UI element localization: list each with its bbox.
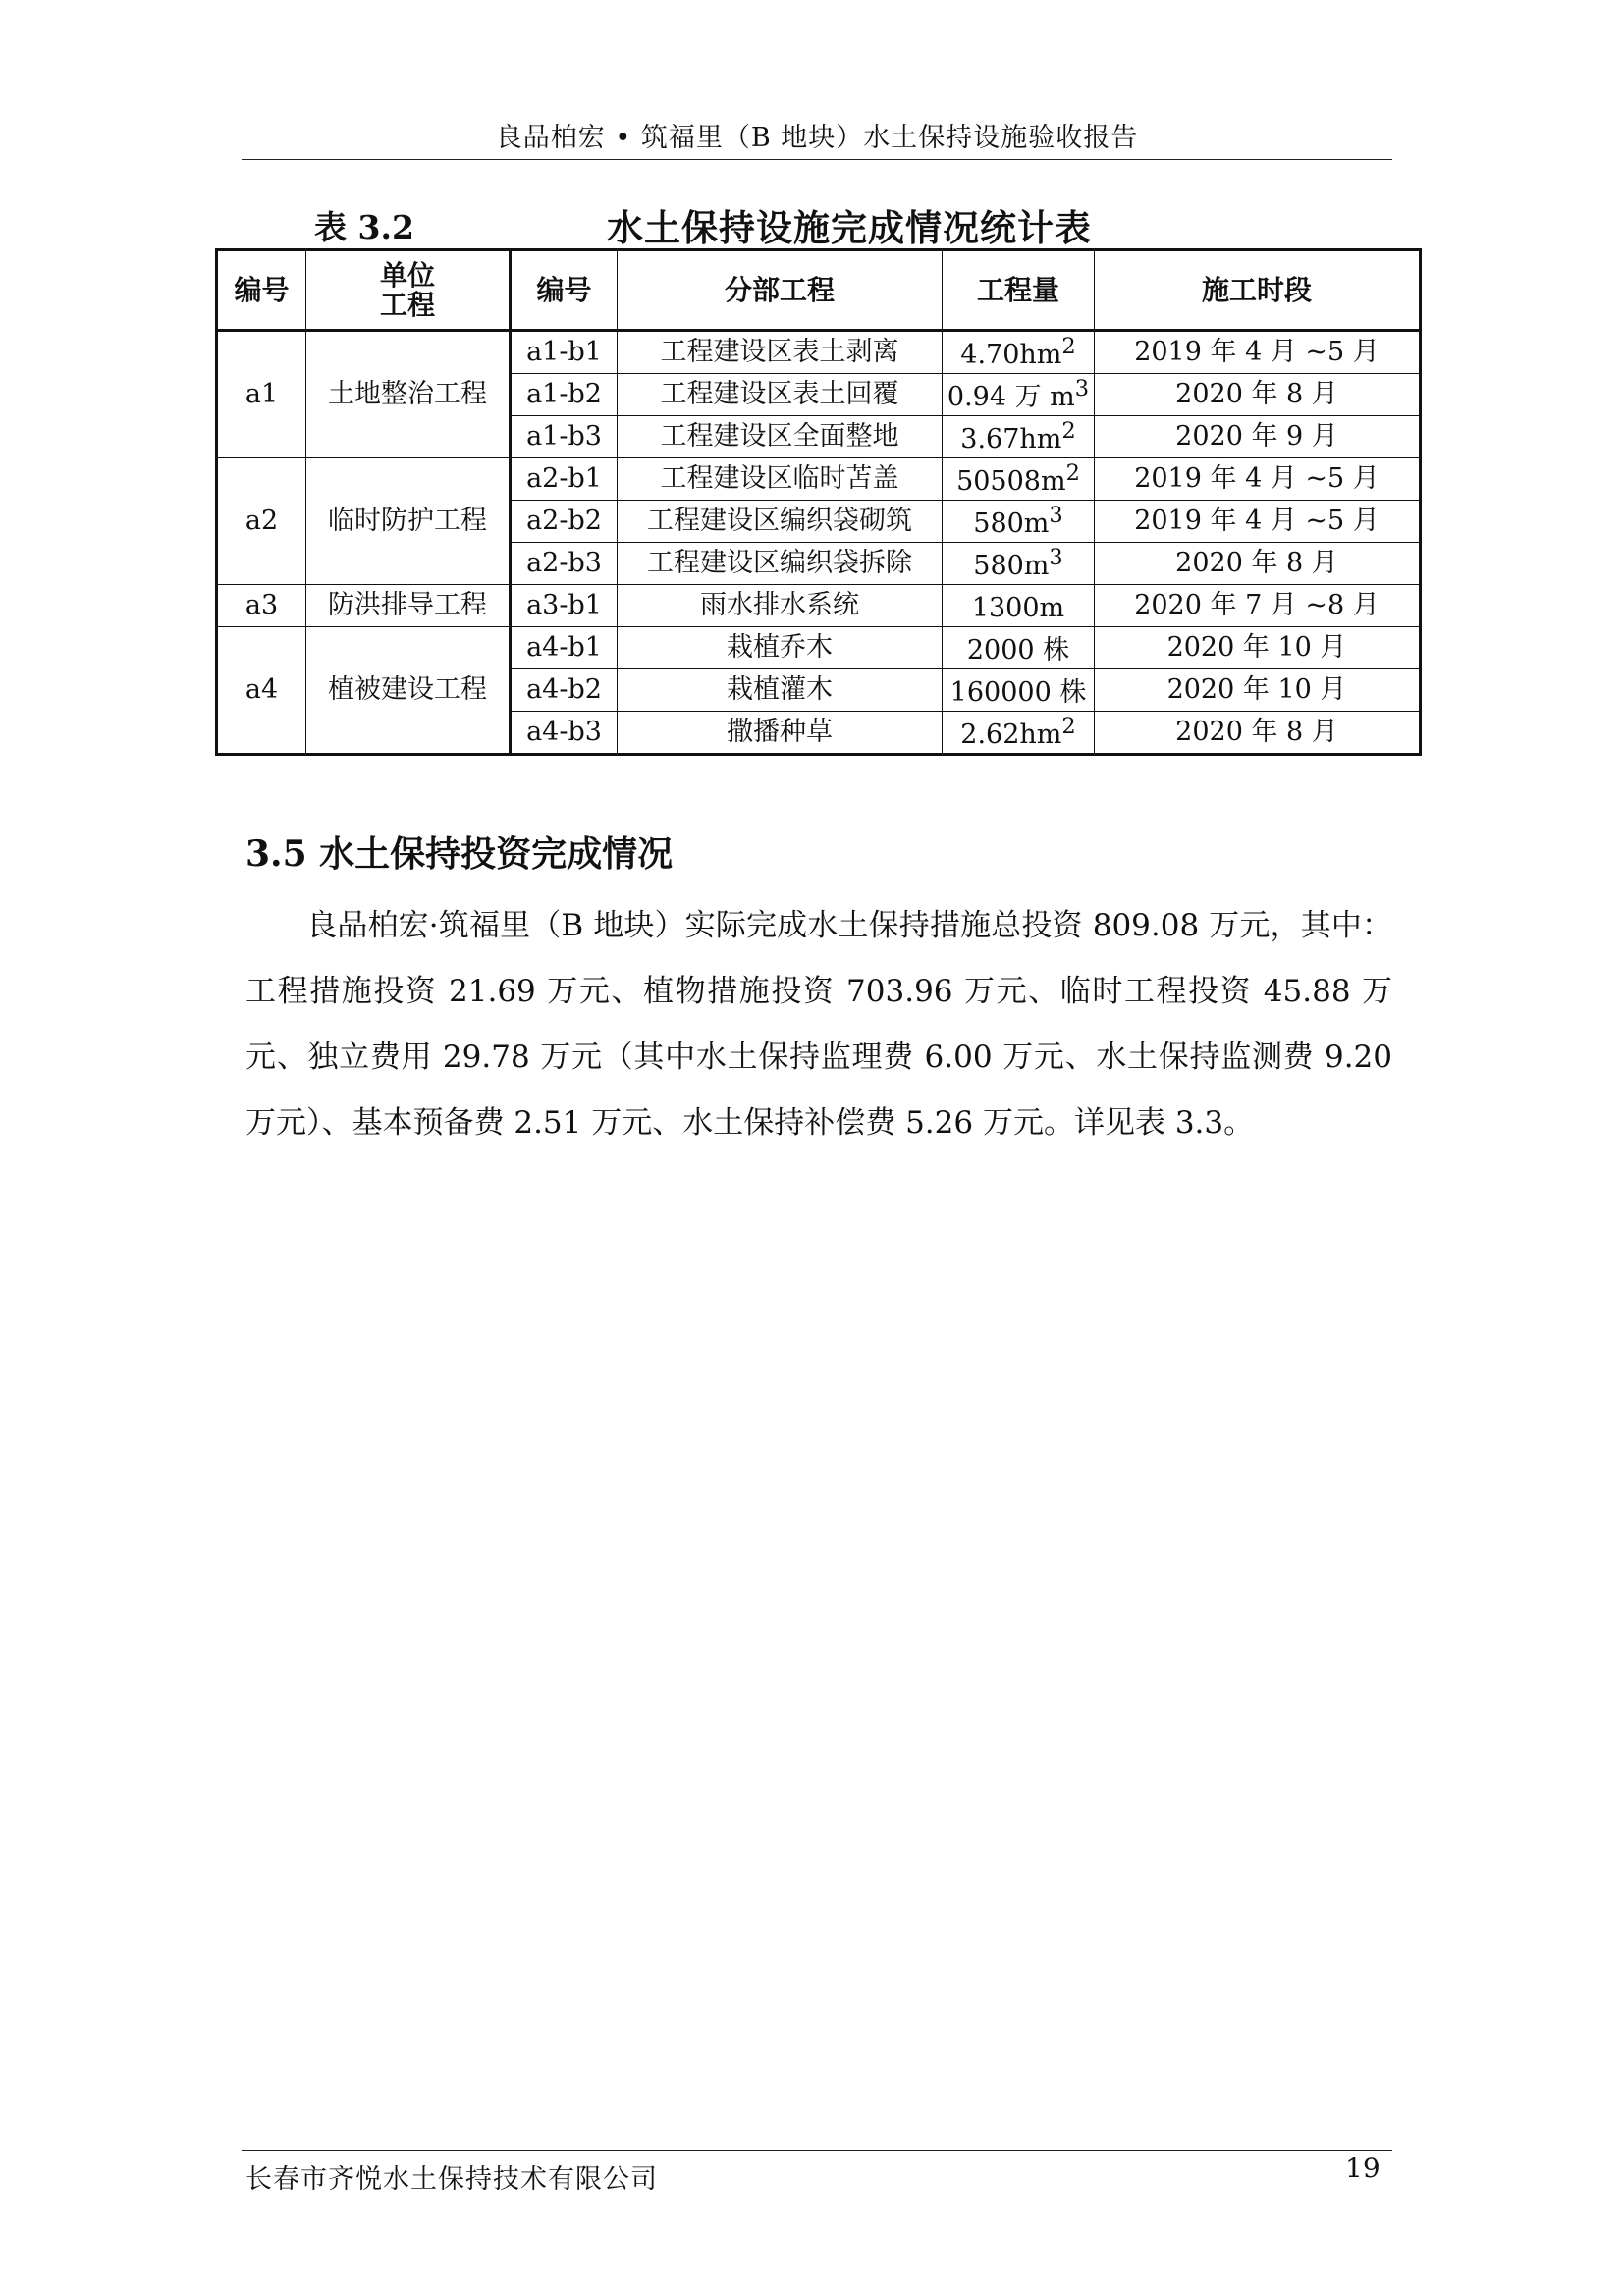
cell-quantity: [943, 712, 1095, 755]
cell-code: a3: [217, 585, 306, 627]
cell-sub-code: a1-b3: [511, 416, 618, 458]
cell-sub-code: a2-b2: [511, 501, 618, 543]
cell-sub-project: 工程建设区编织袋砌筑: [618, 501, 943, 543]
cell-period: 2020 年 9 月: [1095, 416, 1421, 458]
cell-sub-code: a4-b2: [511, 669, 618, 712]
qty-value: 2000 株: [966, 634, 1070, 666]
cell-quantity: [943, 458, 1095, 501]
header-period: 施工时段: [1095, 250, 1421, 331]
cell-sub-code: a2-b1: [511, 458, 618, 501]
header-quantity: 工程量: [943, 250, 1095, 331]
cell-sub-code: a1-b2: [511, 374, 618, 416]
table-caption-title: 水土保持设施完成情况统计表: [607, 206, 1092, 249]
qty-value: 160000 株: [949, 676, 1087, 708]
cell-sub-project: 工程建设区全面整地: [618, 416, 943, 458]
header-unit-line2: 工程: [379, 288, 435, 321]
header-unit-line1: 单位: [379, 259, 435, 293]
cell-period: 2019 年 4 月 ~5 月: [1095, 331, 1421, 374]
cell-code: a2: [217, 458, 306, 585]
cell-period: 2020 年 8 月: [1095, 374, 1421, 416]
cell-sub-project: 栽植乔木: [618, 627, 943, 669]
table-row: [217, 585, 1421, 627]
cell-period: 2019 年 4 月 ~5 月: [1095, 501, 1421, 543]
paragraph-text: 良品柏宏·筑福里（B 地块）实际完成水土保持措施总投资 809.08 万元，其中：工程措施投资 21.69 万元、植物措施投资 703.96 万元、临时工程投资 45.88 万元、独立费用 29.78 万元（其中水土保持监理费 6.00 万元、水土保持监测费 9.20 万元）、基本预备费 2.51 万元、水土保持补偿费 5.26 万元。详见表 3.3。: [245, 908, 1392, 1141]
cell-quantity: [943, 627, 1095, 669]
cell-sub-code: a4-b3: [511, 712, 618, 755]
header-sub-project: 分部工程: [618, 250, 943, 331]
section-heading: 3.5 水土保持投资完成情况: [245, 833, 674, 875]
cell-quantity: [943, 543, 1095, 585]
cell-sub-code: a3-b1: [511, 585, 618, 627]
qty-exponent: 3: [1049, 544, 1063, 570]
qty-exponent: 2: [1061, 713, 1076, 739]
cell-period: 2020 年 10 月: [1095, 627, 1421, 669]
cell-period: 2020 年 10 月: [1095, 669, 1421, 712]
cell-quantity: [943, 331, 1095, 374]
qty-value: 2.62hm: [960, 719, 1062, 750]
table-row: [217, 458, 1421, 501]
cell-sub-code: a1-b1: [511, 331, 618, 374]
header-unit: [306, 250, 511, 331]
header-rule: [242, 159, 1392, 160]
footer-rule: [242, 2150, 1392, 2151]
cell-period: 2020 年 8 月: [1095, 543, 1421, 585]
cell-sub-project: 撒播种草: [618, 712, 943, 755]
qty-exponent: 2: [1061, 417, 1076, 444]
cell-unit: 土地整治工程: [306, 331, 511, 458]
cell-unit: 临时防护工程: [306, 458, 511, 585]
cell-code: a4: [217, 627, 306, 755]
qty-value: 4.70hm: [960, 339, 1062, 370]
qty-value: 580m: [973, 507, 1050, 539]
cell-sub-project: 工程建设区表土剥离: [618, 331, 943, 374]
qty-exponent: 2: [1061, 333, 1076, 359]
footer-company: 长春市齐悦水土保持技术有限公司: [245, 2164, 658, 2195]
qty-exponent: 3: [1074, 375, 1090, 401]
qty-exponent: 2: [1065, 459, 1080, 486]
header-sub-code: 编号: [511, 250, 618, 331]
cell-unit: 防洪排导工程: [306, 585, 511, 627]
facility-completion-table: [215, 248, 1422, 756]
cell-quantity: [943, 416, 1095, 458]
cell-sub-code: a2-b3: [511, 543, 618, 585]
cell-quantity: [943, 585, 1095, 627]
qty-value: 0.94 万 m: [947, 381, 1075, 412]
cell-period: 2019 年 4 月 ~5 月: [1095, 458, 1421, 501]
page-number: 19: [1345, 2152, 1380, 2184]
section-paragraph: [245, 893, 1392, 1156]
qty-exponent: 3: [1049, 502, 1063, 528]
qty-value: 3.67hm: [960, 423, 1062, 454]
cell-unit: 植被建设工程: [306, 627, 511, 755]
cell-sub-project: 栽植灌木: [618, 669, 943, 712]
cell-period: 2020 年 7 月 ~8 月: [1095, 585, 1421, 627]
cell-sub-project: 工程建设区临时苫盖: [618, 458, 943, 501]
cell-code: a1: [217, 331, 306, 458]
table-row: [217, 331, 1421, 374]
cell-sub-project: 工程建设区表土回覆: [618, 374, 943, 416]
cell-quantity: [943, 501, 1095, 543]
page-header: 良品柏宏 • 筑福里（B 地块）水土保持设施验收报告: [495, 123, 1139, 153]
qty-value: 1300m: [971, 592, 1065, 623]
cell-period: 2020 年 8 月: [1095, 712, 1421, 755]
cell-sub-code: a4-b1: [511, 627, 618, 669]
cell-quantity: [943, 374, 1095, 416]
cell-quantity: [943, 669, 1095, 712]
qty-value: 580m: [973, 550, 1050, 581]
table-caption-number: 表 3.2: [314, 208, 414, 246]
qty-value: 50508m: [956, 465, 1066, 497]
table-row: [217, 627, 1421, 669]
cell-sub-project: 雨水排水系统: [618, 585, 943, 627]
header-code: 编号: [217, 250, 306, 331]
cell-sub-project: 工程建设区编织袋拆除: [618, 543, 943, 585]
table-header-row: [217, 250, 1421, 331]
